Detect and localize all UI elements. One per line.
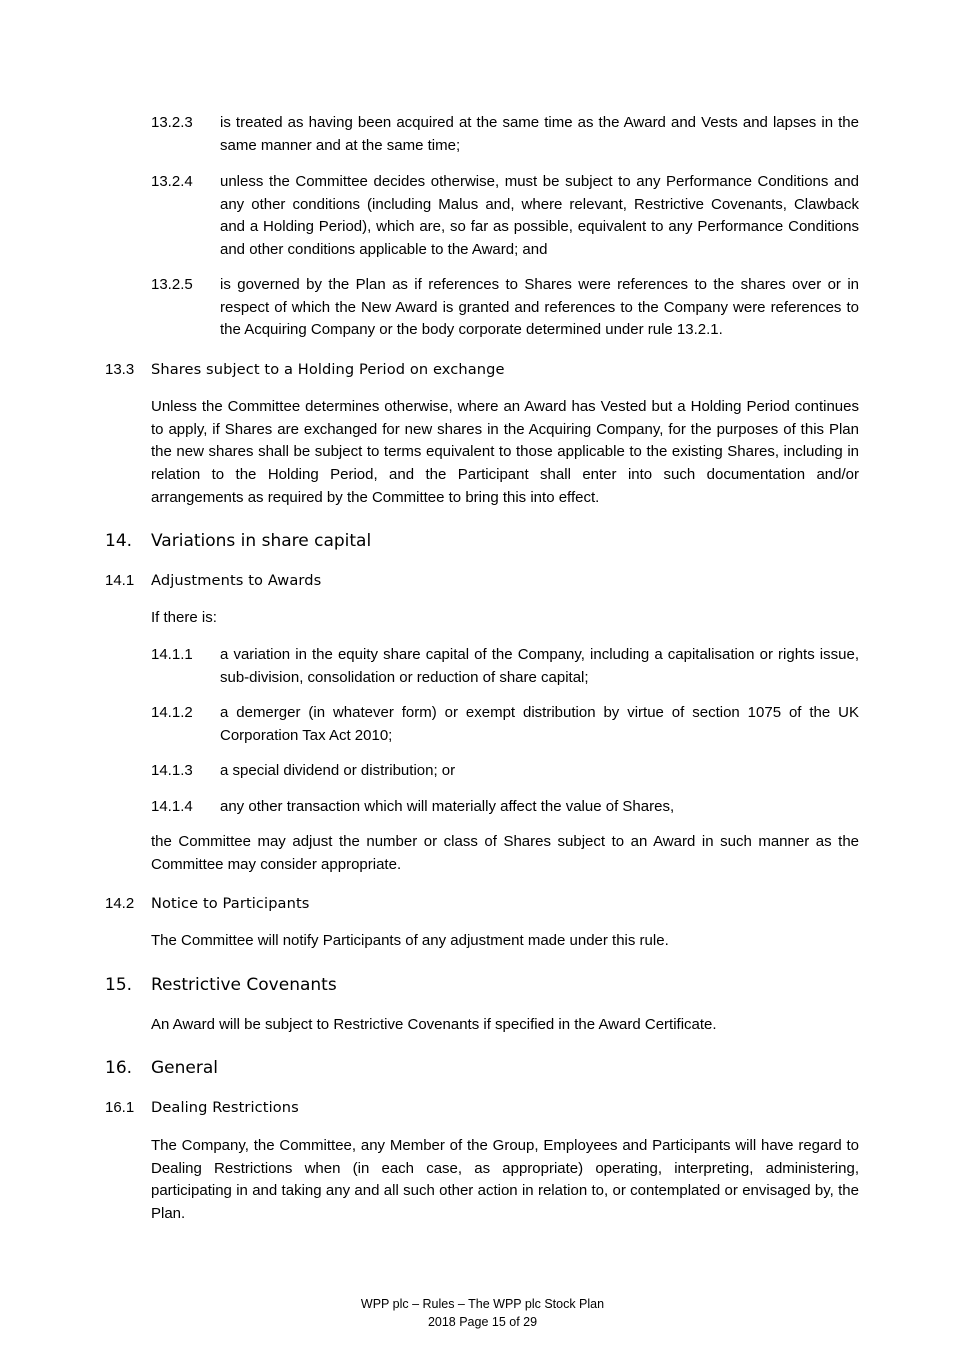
section-title: Restrictive Covenants xyxy=(151,975,337,995)
clause-text: a variation in the equity share capital of the Company, including a capitalisation or rights issue, sub-division, consolidation or reduction of share capital; xyxy=(220,646,859,686)
section-16-1-text: The Company, the Committee, any Member of the Group, Employees and Participants will have regard to Dealing Restrictions when (in each case, as appropriate) operating, interpreting, administering, participating in and taking any and all such other action in relation to, or contemplated or envisaged by, the Plan. xyxy=(151,1137,859,1223)
clause-number: 14.1.1 xyxy=(151,646,193,663)
clause-number: 14.1.3 xyxy=(151,762,193,779)
section-number: 13.3 xyxy=(105,361,135,378)
clause-text: unless the Committee decides otherwise, must be subject to any Performance Conditions and any other conditions (including Malus and, where relevant, Restrictive Covenants, Clawback and a Holding Period), which are, so far as possible, equivalent to any Performance Conditions and other conditions applicable to the Award; and xyxy=(220,173,859,259)
footer-title: WPP plc – Rules – The WPP plc Stock Plan xyxy=(360,1297,605,1311)
page-footer xyxy=(0,1295,965,1331)
clause-number: 13.2.4 xyxy=(151,173,193,190)
section-14-1-outro: the Committee may adjust the number or class of Shares subject to an Award in such manner as the Committee may consider appropriate. xyxy=(151,833,859,873)
section-14-2-text: The Committee will notify Participants of any adjustment made under this rule. xyxy=(151,932,669,949)
clause-text: is treated as having been acquired at the same time as the Award and Vests and lapses in the same manner and at the same time; xyxy=(220,114,859,154)
section-number: 16. xyxy=(105,1058,133,1078)
clause-number: 13.2.3 xyxy=(151,114,193,131)
footer-page-number: 2018 Page 15 of 29 xyxy=(427,1315,538,1329)
clause-text: a special dividend or distribution; or xyxy=(220,762,456,779)
section-title: Dealing Restrictions xyxy=(151,1099,299,1116)
section-number: 15. xyxy=(105,975,133,995)
section-title: Notice to Participants xyxy=(151,895,310,912)
clause-text: any other transaction which will materially affect the value of Shares, xyxy=(220,798,675,815)
clause-text: is governed by the Plan as if references to Shares were references to the shares over or in respect of which the New Award is granted and references to the Company were references to the Acquiring Company or the body corporate determined under rule 13.2.1. xyxy=(220,276,859,339)
section-number: 14.2 xyxy=(105,895,135,912)
section-14-1-intro: If there is: xyxy=(151,609,217,626)
section-13-3-text: Unless the Committee determines otherwise, where an Award has Vested but a Holding Period continues to apply, if Shares are exchanged for new shares in the Acquiring Company, for the purposes of this Plan the new shares shall be subject to terms equivalent to those applicable to the existing Shares, including in relation to the Holding Period, and the Participant shall enter into such documentation and/or arrangements as required by the Committee to bring this into effect. xyxy=(151,398,859,506)
section-number: 16.1 xyxy=(105,1099,135,1116)
section-title: Variations in share capital xyxy=(151,531,372,551)
section-title: General xyxy=(151,1058,218,1078)
section-title: Adjustments to Awards xyxy=(151,572,322,589)
section-number: 14.1 xyxy=(105,572,135,589)
clause-text: a demerger (in whatever form) or exempt distribution by virtue of section 1075 of the UK Corporation Tax Act 2010; xyxy=(220,704,859,744)
section-number: 14. xyxy=(105,531,133,551)
clause-number: 13.2.5 xyxy=(151,276,193,293)
clause-number: 14.1.2 xyxy=(151,704,193,721)
clause-number: 14.1.4 xyxy=(151,798,193,815)
section-title: Shares subject to a Holding Period on exchange xyxy=(151,361,505,378)
section-15-text: An Award will be subject to Restrictive Covenants if specified in the Award Certificate. xyxy=(151,1016,717,1033)
